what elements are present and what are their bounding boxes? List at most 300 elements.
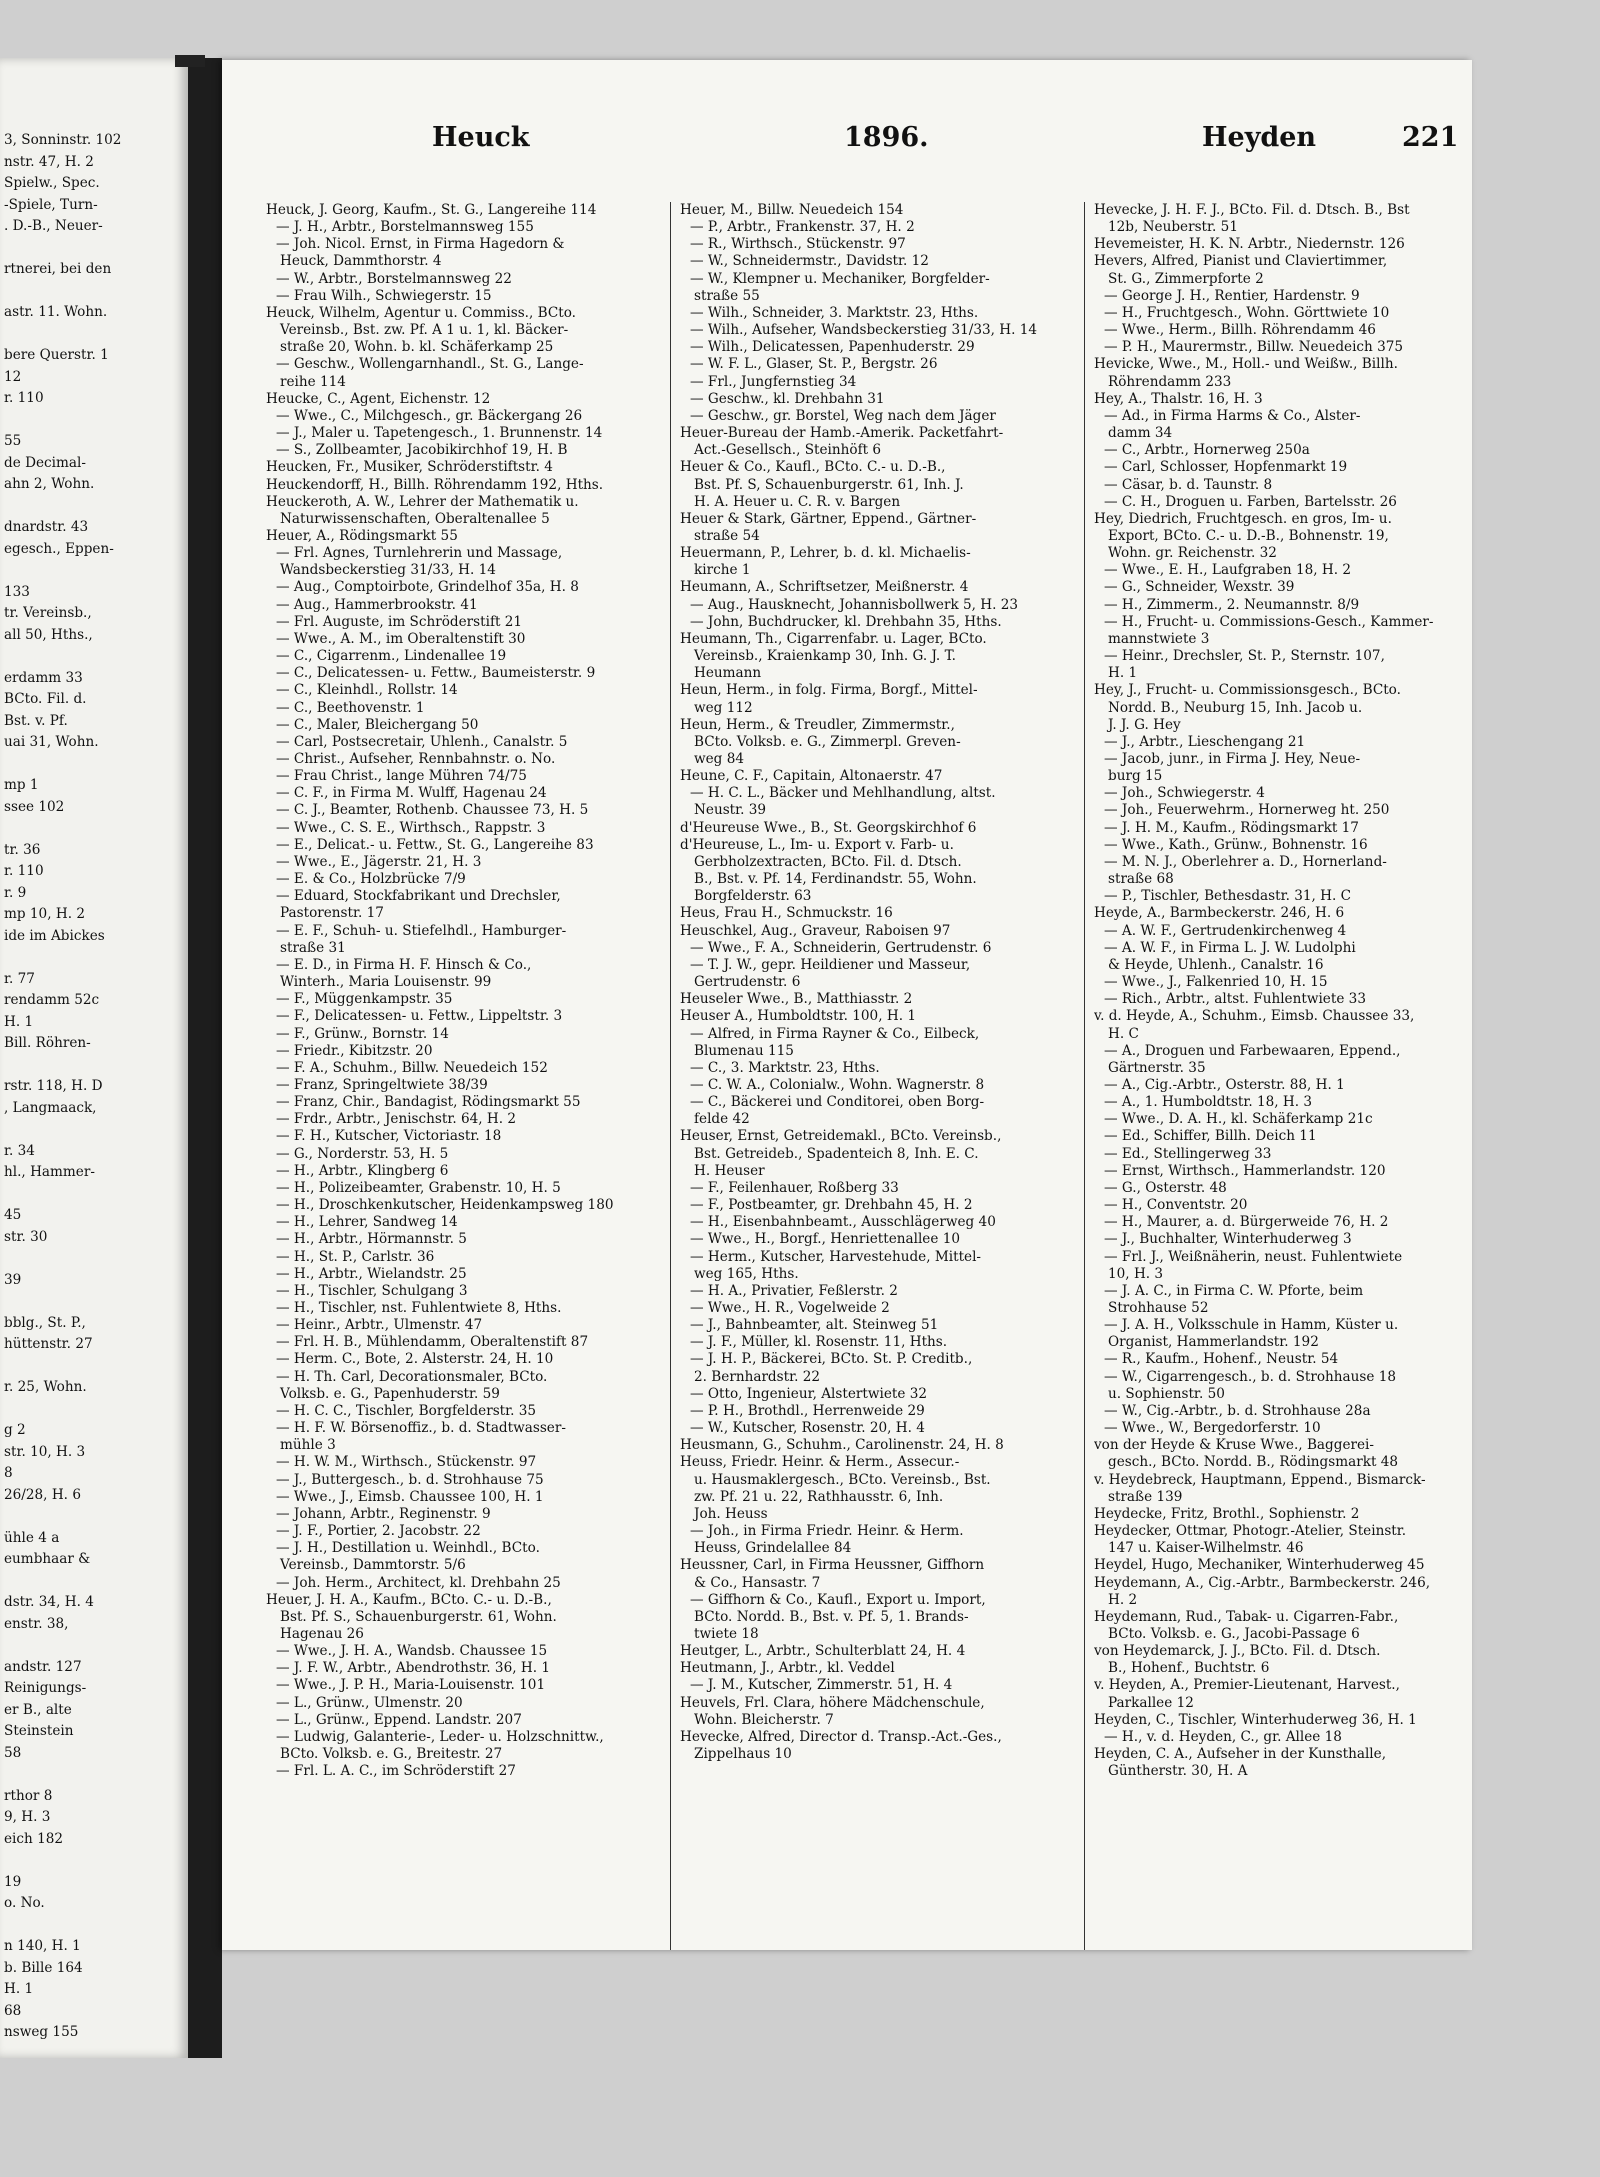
directory-subentry: — J. F., Portier, 2. Jacobstr. 22 [276, 1523, 481, 1540]
directory-entry-continuation: Organist, Hammerlandstr. 192 [1108, 1334, 1319, 1351]
directory-subentry: — W., Cigarrengesch., b. d. Strohhause 18 [1104, 1368, 1397, 1385]
page-header [222, 120, 1472, 160]
directory-subentry: — A. W. F., Gertrudenkirchenweg 4 [1104, 922, 1347, 939]
page-number: 221 [1402, 122, 1459, 153]
directory-subentry: — C., Maler, Bleichergang 50 [276, 716, 479, 733]
directory-subentry: — R., Wirthsch., Stückenstr. 97 [690, 236, 906, 253]
directory-subentry: — M. N. J., Oberlehrer a. D., Hornerland- [1104, 853, 1387, 870]
directory-entry: Hevicke, Wwe., M., Holl.- und Weißw., Billh. [1094, 356, 1398, 373]
fragment-line: tr. 36 [4, 841, 41, 858]
directory-column-3 [1094, 202, 1472, 1780]
fragment-line [4, 1506, 188, 1528]
fragment-line: rstr. 118, H. D [4, 1078, 103, 1094]
directory-subentry: — A., Cig.-Arbtr., Osterstr. 88, H. 1 [1104, 1076, 1345, 1093]
directory-entry-continuation: Hagenau 26 [280, 1625, 364, 1642]
fragment-line: ide im Abickes [4, 927, 105, 944]
directory-subentry: — C., 3. Marktstr. 23, Hths. [690, 1059, 880, 1076]
directory-subentry: — Herm., Kutscher, Harvestehude, Mittel- [690, 1248, 982, 1265]
book-gutter [188, 58, 222, 2058]
directory-entry: Heyde, A., Barmbeckerstr. 246, H. 6 [1094, 905, 1345, 922]
directory-entry-continuation: 2. Bernhardstr. 22 [694, 1368, 821, 1385]
fragment-line [4, 754, 188, 776]
directory-entry: Heuss, Friedr. Heinr. & Herm., Assecur.- [680, 1454, 960, 1471]
directory-subentry: — Wilh., Schneider, 3. Marktstr. 23, Hths. [690, 304, 979, 321]
directory-subentry: — H. W. M., Wirthsch., Stückenstr. 97 [276, 1454, 537, 1471]
directory-entry-continuation: straße 139 [1108, 1488, 1183, 1505]
directory-subentry: — J. F., Müller, kl. Rosenstr. 11, Hths. [690, 1334, 948, 1351]
directory-subentry: — L., Grünw., Ulmenstr. 20 [276, 1694, 463, 1711]
directory-entry: Heuckendorff, H., Billh. Röhrendamm 192, Hths. [266, 476, 604, 493]
fragment-line: nstr. 47, H. 2 [4, 153, 94, 170]
fragment-line: 68 [4, 2002, 22, 2019]
directory-entry: Heun, Herm., & Treudler, Zimmermstr., [680, 716, 955, 733]
directory-entry-continuation: burg 15 [1108, 768, 1163, 785]
directory-entry: Hey, Diedrich, Fruchtgesch. en gros, Im- u. [1094, 510, 1392, 527]
directory-entry: Heuck, Wilhelm, Agentur u. Commiss., BCto. [266, 304, 577, 321]
directory-subentry: — Frl. J., Weißnäherin, neust. Fuhlentwiete [1104, 1248, 1403, 1265]
directory-subentry: — A. W. F., in Firma L. J. W. Ludolphi [1104, 939, 1356, 956]
directory-entry: Heumann, Th., Cigarrenfabr. u. Lager, BCto. [680, 630, 987, 647]
fragment-line [4, 1571, 188, 1593]
directory-entry-continuation: Export, BCto. C.- u. D.-B., Bohnenstr. 19, [1108, 527, 1389, 544]
directory-entry-continuation: Heuss, Grindelallee 84 [694, 1540, 852, 1557]
fragment-line: 39 [4, 1271, 22, 1288]
directory-subentry: — S., Zollbeamter, Jacobikirchhof 19, H. B [276, 442, 568, 459]
directory-entry: Hevers, Alfred, Pianist und Claviertimmer, [1094, 253, 1388, 270]
directory-entry: Hey, A., Thalstr. 16, H. 3 [1094, 390, 1263, 407]
directory-entry: Heuer & Stark, Gärtner, Eppend., Gärtner- [680, 510, 977, 527]
directory-entry: Heydecke, Fritz, Brothl., Sophienstr. 2 [1094, 1505, 1360, 1522]
directory-subentry: — Christ., Aufseher, Rennbahnstr. o. No. [276, 751, 556, 767]
directory-entry-continuation: Heumann [694, 665, 762, 682]
directory-entry: Heucken, Fr., Musiker, Schröderstiftstr. 4 [266, 459, 553, 476]
directory-column-2 [680, 202, 1070, 1763]
directory-entry: Heune, C. F., Capitain, Altonaerstr. 47 [680, 768, 943, 785]
directory-entry: v. Heyden, A., Premier-Lieutenant, Harvest., [1094, 1677, 1400, 1694]
fragment-line: 55 [4, 433, 22, 449]
fragment-line [4, 281, 188, 303]
fragment-line: hüttenstr. 27 [4, 1336, 93, 1352]
fragment-line: bere Querstr. 1 [4, 347, 109, 363]
directory-entry: Heuschkel, Aug., Graveur, Raboisen 97 [680, 922, 951, 939]
fragment-line [4, 1356, 188, 1378]
fragment-line: H. 1 [4, 1013, 34, 1030]
directory-page [222, 60, 1472, 1950]
directory-entry-continuation: Güntherstr. 30, H. A [1108, 1763, 1248, 1780]
directory-entry: Heuer & Co., Kaufl., BCto. C.- u. D.-B., [680, 459, 946, 476]
directory-entry-continuation: Parkallee 12 [1108, 1694, 1194, 1711]
directory-subentry: — H. Th. Carl, Decorationsmaler, BCto. [276, 1368, 548, 1385]
directory-entry-continuation: Bst. Getreideb., Spadenteich 8, Inh. E. C. [694, 1145, 979, 1162]
directory-subentry: — Wwe., F. A., Schneiderin, Gertrudenstr. 6 [690, 939, 992, 956]
directory-subentry: — H., Polizeibeamter, Grabenstr. 10, H. 5 [276, 1179, 561, 1196]
directory-subentry: — Franz, Springeltwiete 38/39 [276, 1076, 488, 1093]
directory-subentry: — Wwe., D. A. H., kl. Schäferkamp 21c [1104, 1111, 1373, 1128]
directory-entry-continuation: 12b, Neuberstr. 51 [1108, 219, 1238, 236]
directory-entry: Heusmann, G., Schuhm., Carolinenstr. 24, H. 8 [680, 1437, 1004, 1454]
directory-entry-continuation: gesch., BCto. Nordd. B., Rödingsmarkt 48 [1108, 1454, 1399, 1471]
directory-entry: d'Heureuse Wwe., B., St. Georgskirchhof 6 [680, 819, 977, 836]
fragment-line: 12 [4, 368, 22, 385]
left-page-fragment [0, 58, 188, 2058]
directory-entry-continuation: B., Hohenf., Buchtstr. 6 [1108, 1660, 1270, 1677]
fragment-line: 3, Sonninstr. 102 [4, 132, 122, 148]
directory-subentry: — Wwe., J., Falkenried 10, H. 15 [1104, 974, 1328, 991]
directory-subentry: — Ad., in Firma Harms & Co., Alster- [1104, 407, 1361, 424]
directory-subentry: — W., Schneidermstr., Davidstr. 12 [690, 253, 929, 270]
fragment-line: 8 [4, 1465, 13, 1481]
fragment-line [4, 1119, 188, 1141]
directory-entry-continuation: Zippelhaus 10 [694, 1746, 792, 1763]
directory-subentry: — Wwe., H., Borgf., Henriettenallee 10 [690, 1231, 961, 1248]
fragment-line [4, 1635, 188, 1657]
directory-entry: Heun, Herm., in folg. Firma, Borgf., Mittel- [680, 682, 978, 699]
directory-entry: Heuckeroth, A. W., Lehrer der Mathematik u. [266, 493, 579, 510]
directory-subentry: — J., Buttergesch., b. d. Strohhause 75 [276, 1471, 544, 1488]
directory-subentry: — Carl, Schlosser, Hopfenmarkt 19 [1104, 459, 1348, 476]
directory-entry-continuation: & Heyde, Uhlenh., Canalstr. 16 [1108, 956, 1324, 973]
directory-subentry: — E. F., Schuh- u. Stiefelhdl., Hamburger- [276, 922, 567, 939]
directory-subentry: — Jacob, junr., in Firma J. Hey, Neue- [1104, 751, 1361, 767]
directory-entry: Heuer-Bureau der Hamb.-Amerik. Packetfahrt- [680, 425, 1004, 442]
fragment-line: 26/28, H. 6 [4, 1486, 81, 1503]
fragment-line [4, 1915, 188, 1937]
directory-subentry: — Aug., Hammerbrookstr. 41 [276, 596, 478, 613]
directory-entry-continuation: straße 31 [280, 939, 346, 956]
fragment-line: r. 25, Wohn. [4, 1379, 87, 1395]
directory-subentry: — C. F., in Firma M. Wulff, Hagenau 24 [276, 785, 547, 802]
directory-entry-continuation: weg 112 [694, 699, 753, 716]
directory-entry: Hevecke, Alfred, Director d. Transp.-Act.-Ges., [680, 1728, 1002, 1745]
fragment-line: eich 182 [4, 1830, 64, 1847]
fragment-line: str. 10, H. 3 [4, 1443, 86, 1460]
directory-subentry: — Wwe., J. H. A., Wandsb. Chaussee 15 [276, 1643, 548, 1660]
directory-entry: Heydemann, Rud., Tabak- u. Cigarren-Fabr., [1094, 1608, 1399, 1625]
directory-entry-continuation: H. C [1108, 1025, 1139, 1042]
header-right-keyword: Heyden [1202, 122, 1317, 153]
directory-subentry: — F., Müggenkampstr. 35 [276, 991, 453, 1008]
directory-subentry: — Geschw., Wollengarnhandl., St. G., Lange- [276, 356, 584, 373]
directory-entry-continuation: straße 54 [694, 527, 760, 544]
directory-subentry: — J., Bahnbeamter, alt. Steinweg 51 [690, 1317, 939, 1334]
directory-subentry: — Wilh., Aufseher, Wandsbeckerstieg 31/33, H. 14 [690, 322, 1038, 339]
directory-subentry: — P., Arbtr., Frankenstr. 37, H. 2 [690, 219, 915, 236]
directory-entry-continuation: & Co., Hansastr. 7 [694, 1574, 821, 1591]
directory-subentry: — Geschw., kl. Drehbahn 31 [690, 390, 885, 407]
directory-entry-continuation: Vereinsb., Bst. zw. Pf. A 1 u. 1, kl. Bäcker- [280, 322, 569, 339]
directory-subentry: — Wwe., C. S. E., Wirthsch., Rappstr. 3 [276, 819, 546, 836]
directory-subentry: — J. H. P., Bäckerei, BCto. St. P. Creditb., [690, 1351, 973, 1368]
fragment-line: o. No. [4, 1895, 45, 1911]
directory-entry-continuation: J. J. G. Hey [1108, 716, 1181, 733]
directory-subentry: — J., Maler u. Tapetengesch., 1. Brunnenstr. 14 [276, 425, 603, 442]
directory-entry-continuation: Wohn. Bleicherstr. 7 [694, 1711, 834, 1728]
directory-subentry: — J., Buchhalter, Winterhuderweg 3 [1104, 1231, 1352, 1248]
fragment-line: bblg., St. P., [4, 1314, 86, 1331]
directory-entry-continuation: Bst. Pf. S., Schauenburgerstr. 61, Wohn. [280, 1608, 557, 1625]
directory-entry-continuation: 10, H. 3 [1108, 1265, 1164, 1282]
directory-subentry: — H., Arbtr., Hörmannstr. 5 [276, 1231, 467, 1248]
directory-entry-continuation: Gerbholzextracten, BCto. Fil. d. Dtsch. [694, 853, 962, 870]
column-divider [1084, 202, 1085, 1950]
directory-subentry: — Frl., Jungfernstieg 34 [690, 373, 857, 390]
directory-subentry: — J. H., Arbtr., Borstelmannsweg 155 [276, 219, 534, 236]
directory-subentry: — Wwe., W., Bergedorferstr. 10 [1104, 1420, 1321, 1437]
fragment-line: andstr. 127 [4, 1658, 82, 1675]
directory-subentry: — H., Tischler, Schulgang 3 [276, 1282, 468, 1299]
directory-subentry: — Friedr., Kibitzstr. 20 [276, 1042, 433, 1059]
directory-subentry: — J. F. W., Arbtr., Abendrothstr. 36, H. 1 [276, 1660, 551, 1677]
directory-subentry: — Rich., Arbtr., altst. Fuhlentwiete 33 [1104, 991, 1366, 1008]
directory-entry-continuation: mühle 3 [280, 1437, 336, 1454]
directory-entry-continuation: u. Sophienstr. 50 [1108, 1385, 1225, 1402]
directory-entry-continuation: Joh. Heuss [694, 1505, 768, 1522]
directory-subentry: — Wwe., C., Milchgesch., gr. Bäckergang 26 [276, 407, 583, 424]
directory-subentry: — R., Kaufm., Hohenf., Neustr. 54 [1104, 1351, 1339, 1368]
directory-subentry: — Frdr., Arbtr., Jenischstr. 64, H. 2 [276, 1111, 517, 1128]
fragment-line: uai 31, Wohn. [4, 734, 99, 750]
fragment-line: Reinigungs- [4, 1680, 87, 1696]
directory-entry-continuation: reihe 114 [280, 373, 346, 390]
directory-subentry: — Frau Christ., lange Mühren 74/75 [276, 768, 527, 785]
directory-subentry: — Frl. H. B., Mühlendamm, Oberaltenstift 87 [276, 1334, 589, 1351]
fragment-line [4, 1764, 188, 1786]
directory-entry-continuation: Wohn. gr. Reichenstr. 32 [1108, 545, 1277, 562]
directory-subentry: — A., Droguen und Farbewaaren, Eppend., [1104, 1042, 1401, 1059]
directory-entry: Heuer, M., Billw. Neuedeich 154 [680, 202, 904, 218]
fragment-line: nsweg 155 [4, 2024, 79, 2040]
fragment-line: astr. 11. Wohn. [4, 304, 108, 320]
fragment-line: 133 [4, 583, 30, 600]
fragment-line: str. 30 [4, 1228, 48, 1245]
directory-subentry: — Ludwig, Galanterie-, Leder- u. Holzschnittw., [276, 1728, 604, 1745]
fragment-line: mp 1 [4, 777, 39, 793]
fragment-line [4, 1399, 188, 1421]
fragment-line: Bill. Röhren- [4, 1035, 91, 1051]
directory-subentry: — H., Arbtr., Wielandstr. 25 [276, 1265, 467, 1282]
directory-entry: Heussner, Carl, in Firma Heussner, Giffhorn [680, 1557, 985, 1574]
directory-entry: Hey, J., Frucht- u. Commissionsgesch., BCto. [1094, 682, 1401, 699]
directory-entry-continuation: Blumenau 115 [694, 1042, 794, 1059]
fragment-line: r. 77 [4, 970, 35, 987]
fragment-line: all 50, Hths., [4, 626, 93, 643]
fragment-line [4, 1055, 188, 1077]
directory-entry-continuation: Act.-Gesellsch., Steinhöft 6 [694, 442, 882, 459]
directory-subentry: — H., Zimmerm., 2. Neumannstr. 8/9 [1104, 596, 1360, 613]
directory-entry: Heus, Frau H., Schmuckstr. 16 [680, 905, 893, 922]
directory-entry: von Heydemarck, J. J., BCto. Fil. d. Dtsch. [1094, 1643, 1381, 1660]
directory-entry-continuation: 147 u. Kaiser-Wilhelmstr. 46 [1108, 1540, 1304, 1557]
directory-subentry: — H., Droschkenkutscher, Heidenkampsweg 180 [276, 1197, 614, 1214]
directory-subentry: — J. A. C., in Firma C. W. Pforte, beim [1104, 1282, 1364, 1299]
directory-entry-continuation: St. G., Zimmerpforte 2 [1108, 270, 1264, 287]
directory-entry: Heumann, A., Schriftsetzer, Meißnerstr. 4 [680, 579, 969, 596]
directory-subentry: — L., Grünw., Eppend. Landstr. 207 [276, 1711, 522, 1728]
directory-entry-continuation: BCto. Volksb. e. G., Jacobi-Passage 6 [1108, 1625, 1360, 1642]
directory-entry-continuation: Vereinsb., Kraienkamp 30, Inh. G. J. T. [694, 648, 956, 665]
fragment-line: 45 [4, 1207, 22, 1223]
directory-entry-continuation: H. Heuser [694, 1162, 765, 1179]
directory-subentry: — Wilh., Delicatessen, Papenhuderstr. 29 [690, 339, 975, 356]
directory-subentry: — W., Kutscher, Rosenstr. 20, H. 4 [690, 1420, 925, 1437]
directory-entry-continuation: BCto. Nordd. B., Bst. v. Pf. 5, 1. Brands- [694, 1608, 969, 1625]
directory-entry-continuation: Wandsbeckerstieg 31/33, H. 14 [280, 562, 496, 579]
directory-subentry: — Ernst, Wirthsch., Hammerlandstr. 120 [1104, 1162, 1386, 1179]
fragment-line: H. 1 [4, 1981, 34, 1997]
directory-entry-continuation: u. Hausmaklergesch., BCto. Vereinsb., Bst. [694, 1471, 991, 1488]
fragment-line: ahn 2, Wohn. [4, 476, 95, 492]
directory-entry-continuation: Bst. Pf. S, Schauenburgerstr. 61, Inh. J. [694, 476, 964, 493]
directory-subentry: — Frl. Agnes, Turnlehrerin und Massage, [276, 545, 563, 562]
directory-subentry: — P. H., Maurermstr., Billw. Neuedeich 375 [1104, 339, 1404, 356]
directory-subentry: — J. M., Kutscher, Zimmerstr. 51, H. 4 [690, 1677, 953, 1694]
directory-subentry: — F. A., Schuhm., Billw. Neuedeich 152 [276, 1059, 548, 1076]
fragment-line: dnardstr. 43 [4, 519, 89, 535]
directory-subentry: — George J. H., Rentier, Hardenstr. 9 [1104, 287, 1360, 304]
directory-subentry: — Ed., Stellingerweg 33 [1104, 1145, 1272, 1162]
directory-entry-continuation: mannstwiete 3 [1108, 630, 1210, 647]
directory-subentry: — H., St. P., Carlstr. 36 [276, 1248, 435, 1265]
header-year: 1896. [844, 122, 929, 153]
directory-subentry: — Joh. Herm., Architect, kl. Drehbahn 25 [276, 1574, 561, 1591]
directory-entry-continuation: B., Bst. v. Pf. 14, Ferdinandstr. 55, Wohn. [694, 871, 977, 888]
fragment-line: n 140, H. 1 [4, 1938, 81, 1954]
fragment-line [4, 646, 188, 668]
fragment-line: mp 10, H. 2 [4, 906, 85, 922]
directory-subentry: — H., Eisenbahnbeamt., Ausschlägerweg 40 [690, 1214, 996, 1231]
directory-column-1 [266, 202, 656, 1780]
fragment-line: erdamm 33 [4, 669, 83, 686]
directory-subentry: — C., Cigarrenm., Lindenallee 19 [276, 648, 507, 665]
directory-subentry: — Wwe., E., Jägerstr. 21, H. 3 [276, 853, 482, 870]
directory-entry-continuation: straße 55 [694, 287, 760, 304]
fragment-line [4, 947, 188, 969]
fragment-line: . D.-B., Neuer- [4, 218, 103, 234]
fragment-line: r. 34 [4, 1142, 35, 1159]
fragment-line: ühle 4 a [4, 1529, 60, 1546]
fragment-line: er B., alte [4, 1701, 72, 1718]
directory-subentry: — Wwe., J. P. H., Maria-Louisenstr. 101 [276, 1677, 546, 1694]
directory-entry-continuation: straße 20, Wohn. b. kl. Schäferkamp 25 [280, 339, 554, 356]
directory-subentry: — J. H. M., Kaufm., Rödingsmarkt 17 [1104, 819, 1359, 836]
directory-subentry: — Herm. C., Bote, 2. Alsterstr. 24, H. 10 [276, 1351, 554, 1368]
fragment-line [4, 324, 188, 346]
directory-entry-continuation: zw. Pf. 21 u. 22, Rathhausstr. 6, Inh. [694, 1488, 944, 1505]
directory-entry: Heutger, L., Arbtr., Schulterblatt 24, H. 4 [680, 1643, 966, 1660]
directory-subentry: — C., Delicatessen- u. Fettw., Baumeisterstr. 9 [276, 665, 596, 682]
directory-subentry: — C. W. A., Colonialw., Wohn. Wagnerstr. 8 [690, 1076, 985, 1093]
directory-subentry: — A., 1. Humboldtstr. 18, H. 3 [1104, 1094, 1313, 1111]
directory-subentry: — C., Beethovenstr. 1 [276, 699, 425, 716]
directory-subentry: — C., Arbtr., Hornerweg 250a [1104, 442, 1310, 459]
directory-subentry: — Carl, Postsecretair, Uhlenh., Canalstr. 5 [276, 733, 568, 750]
directory-subentry: — H. C. C., Tischler, Borgfelderstr. 35 [276, 1402, 537, 1419]
directory-subentry: — Heinr., Arbtr., Ulmenstr. 47 [276, 1317, 483, 1334]
left-page-text [0, 58, 188, 2044]
directory-subentry: — P., Tischler, Bethesdastr. 31, H. C [1104, 888, 1352, 905]
fragment-line: rthor 8 [4, 1787, 53, 1804]
directory-entry: v. d. Heyde, A., Schuhm., Eimsb. Chaussee 33, [1094, 1008, 1415, 1025]
directory-subentry: — G., Osterstr. 48 [1104, 1179, 1227, 1196]
fragment-line: , Langmaack, [4, 1099, 97, 1116]
directory-entry: d'Heureuse, L., Im- u. Export v. Farb- u. [680, 836, 954, 853]
directory-entry-continuation: Naturwissenschaften, Oberaltenallee 5 [280, 510, 550, 527]
directory-entry: Heydecker, Ottmar, Photogr.-Atelier, Steinstr. [1094, 1523, 1407, 1540]
fragment-line: r. 110 [4, 390, 44, 406]
directory-subentry: — Joh., Feuerwehrm., Hornerweg ht. 250 [1104, 802, 1390, 819]
directory-subentry: — T. J. W., gepr. Heildiener und Masseur, [690, 956, 971, 973]
fragment-line [4, 410, 188, 432]
directory-entry: Heyden, C., Tischler, Winterhuderweg 36, H. 1 [1094, 1711, 1417, 1728]
directory-entry-continuation: Neustr. 39 [694, 802, 767, 819]
directory-subentry: — Frau Wilh., Schwiegerstr. 15 [276, 287, 492, 304]
directory-subentry: — W., Cig.-Arbtr., b. d. Strohhause 28a [1104, 1402, 1371, 1419]
directory-entry: Heuvels, Frl. Clara, höhere Mädchenschule, [680, 1694, 985, 1711]
directory-subentry: — W., Klempner u. Mechaniker, Borgfelder- [690, 270, 990, 287]
directory-subentry: — H. A., Privatier, Feßlerstr. 2 [690, 1282, 898, 1299]
fragment-line: de Decimal- [4, 454, 86, 471]
directory-entry: Heuer, J. H. A., Kaufm., BCto. C.- u. D.-B., [266, 1591, 552, 1608]
fragment-line [4, 560, 188, 582]
directory-subentry: — H., Lehrer, Sandweg 14 [276, 1214, 458, 1231]
directory-subentry: — Joh., in Firma Friedr. Heinr. & Herm. [690, 1523, 964, 1540]
directory-subentry: — Wwe., H. R., Vogelweide 2 [690, 1300, 890, 1316]
fragment-line: g 2 [4, 1422, 26, 1438]
header-left-keyword: Heuck [432, 122, 530, 153]
fragment-line [4, 238, 188, 260]
directory-entry-continuation: straße 68 [1108, 871, 1174, 888]
directory-entry-continuation: Heuck, Dammthorstr. 4 [280, 253, 442, 270]
directory-subentry: — F., Delicatessen- u. Fettw., Lippeltstr. 3 [276, 1008, 563, 1025]
fragment-line: rtnerei, bei den [4, 261, 112, 277]
directory-entry-continuation: twiete 18 [694, 1625, 759, 1642]
directory-entry-continuation: H. A. Heuer u. C. R. v. Bargen [694, 493, 901, 510]
directory-entry-continuation: H. 1 [1108, 665, 1138, 682]
directory-subentry: — Giffhorn & Co., Kaufl., Export u. Import, [690, 1591, 986, 1608]
fragment-line [4, 1850, 188, 1872]
directory-subentry: — Geschw., gr. Borstel, Weg nach dem Jäger [690, 407, 996, 424]
fragment-line: -Spiele, Turn- [4, 196, 98, 213]
fragment-line: Bst. v. Pf. [4, 712, 68, 729]
directory-subentry: — Wwe., E. H., Laufgraben 18, H. 2 [1104, 562, 1352, 579]
fragment-line: b. Bille 164 [4, 1959, 83, 1976]
directory-subentry: — J. H., Destillation u. Weinhdl., BCto. [276, 1540, 540, 1557]
directory-entry: Heuermann, P., Lehrer, b. d. kl. Michaelis- [680, 545, 971, 562]
directory-entry-continuation: Nordd. B., Neuburg 15, Inh. Jacob u. [1108, 699, 1363, 716]
directory-subentry: — C. H., Droguen u. Farben, Bartelsstr. 26 [1104, 493, 1397, 510]
fragment-line: r. 9 [4, 884, 27, 901]
fragment-line: r. 110 [4, 863, 44, 879]
directory-subentry: — Heinr., Drechsler, St. P., Sternstr. 107, [1104, 648, 1385, 665]
directory-entry: Heuck, J. Georg, Kaufm., St. G., Langereihe 114 [266, 202, 597, 218]
directory-entry-continuation: Vereinsb., Dammtorstr. 5/6 [280, 1557, 466, 1574]
directory-entry: Heutmann, J., Arbtr., kl. Veddel [680, 1660, 895, 1677]
directory-subentry: — Cäsar, b. d. Taunstr. 8 [1104, 476, 1273, 493]
directory-subentry: — C. J., Beamter, Rothenb. Chaussee 73, H. 5 [276, 802, 589, 819]
directory-subentry: — H., Tischler, nst. Fuhlentwiete 8, Hths. [276, 1300, 562, 1316]
directory-entry-continuation: Röhrendamm 233 [1108, 373, 1232, 390]
directory-subentry: — H., Fruchtgesch., Wohn. Görttwiete 10 [1104, 304, 1390, 321]
directory-entry-continuation: weg 165, Hths. [694, 1265, 799, 1282]
directory-entry-continuation: Pastorenstr. 17 [280, 905, 384, 922]
fragment-line [4, 818, 188, 840]
directory-subentry: — E. D., in Firma H. F. Hinsch & Co., [276, 956, 532, 973]
directory-subentry: — P. H., Brothdl., Herrenweide 29 [690, 1402, 925, 1419]
directory-subentry: — Frl. L. A. C., im Schröderstift 27 [276, 1763, 516, 1780]
fragment-line: BCto. Fil. d. [4, 691, 87, 707]
directory-subentry: — Wwe., A. M., im Oberaltenstift 30 [276, 630, 526, 647]
directory-subentry: — G., Schneider, Wexstr. 39 [1104, 579, 1295, 596]
